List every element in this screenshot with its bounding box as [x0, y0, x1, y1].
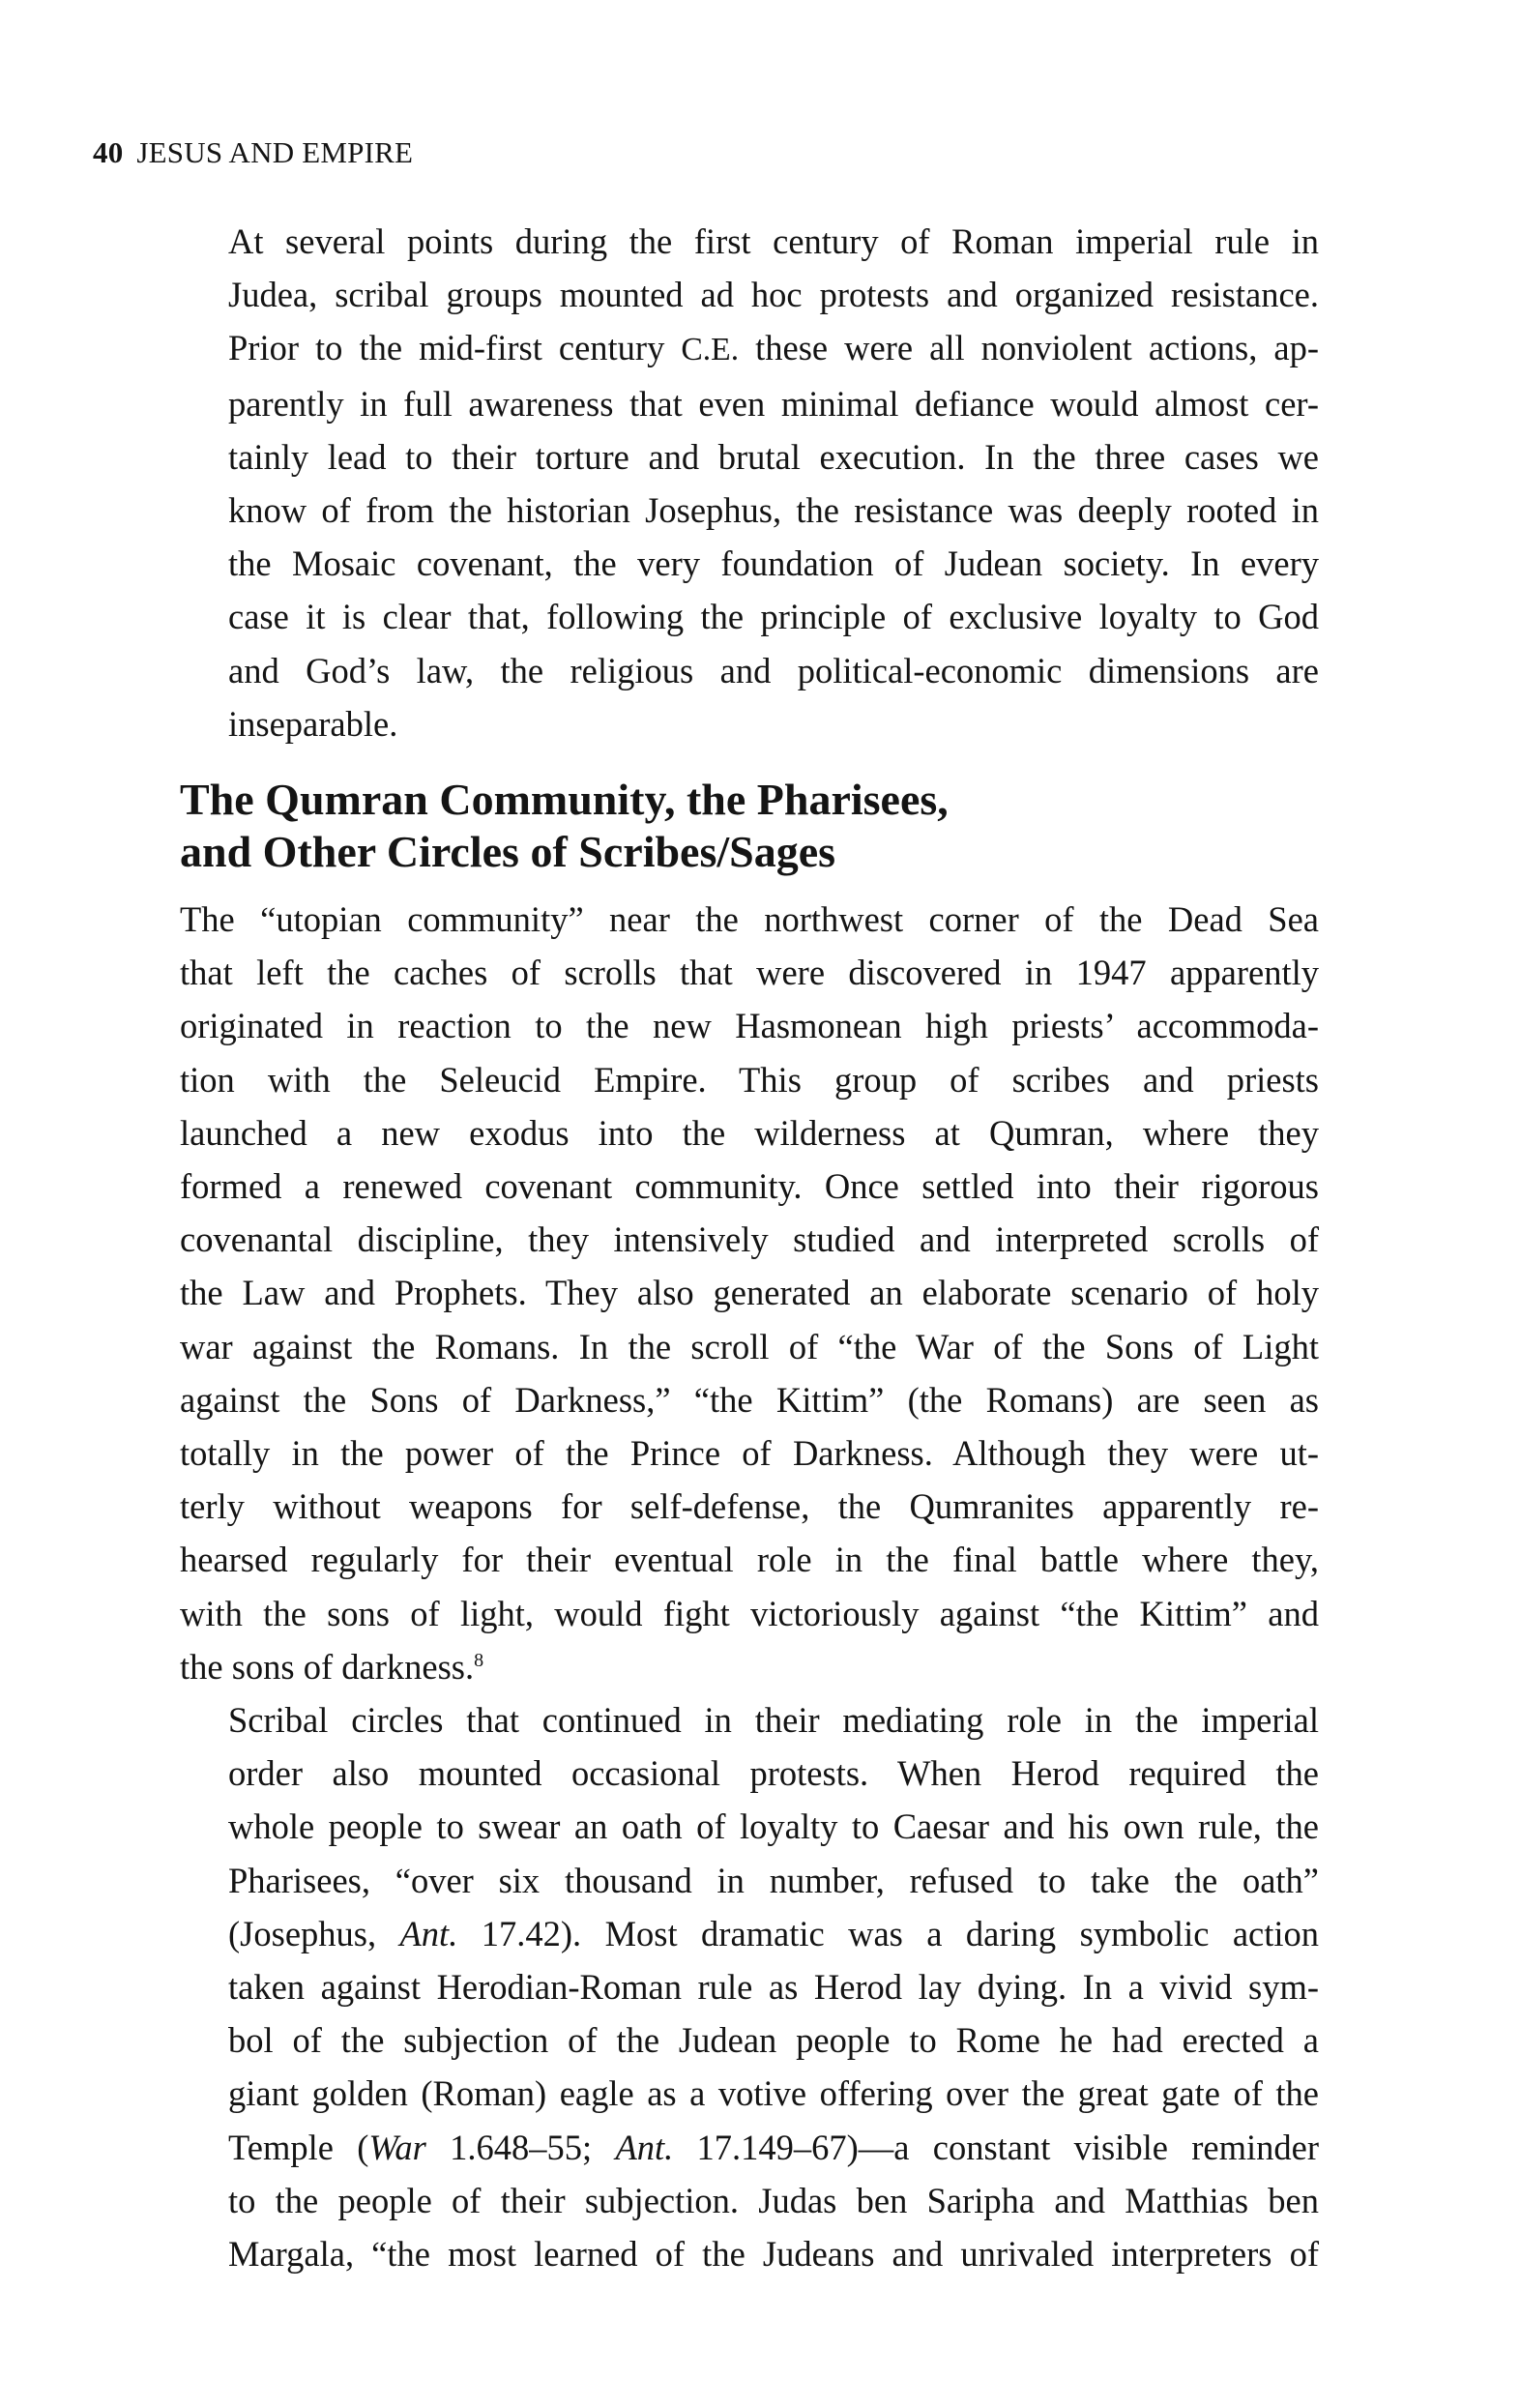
paragraph-3 — [180, 1693, 1319, 2280]
text-line: against the Sons of Darkness,” “the Kittim” (the Romans) are seen as — [180, 1379, 1319, 1420]
running-head — [93, 133, 413, 172]
text-line: covenantal discipline, they intensively studied and interpreted scrolls of — [180, 1219, 1319, 1260]
citation-title: War — [368, 2127, 426, 2167]
text-line: Scribal circles that continued in their mediating role in the imperial — [228, 1700, 1319, 1740]
text-line: order also mounted occasional protests. When Herod required the — [228, 1753, 1319, 1794]
text-line: case it is clear that, following the principle of exclusive loyalty to God — [228, 597, 1319, 637]
text-line: inseparable. — [228, 703, 398, 744]
text-line: The “utopian community” near the northwest corner of the Dead Sea — [180, 899, 1319, 939]
text-line: the Law and Prophets. They also generated an elaborate scenario of holy — [180, 1273, 1319, 1313]
text-line: to the people of their subjection. Judas ben Saripha and Matthias ben — [228, 2180, 1319, 2220]
section-heading-line: and Other Circles of Scribes/Sages — [180, 827, 836, 876]
citation-title: Ant. — [399, 1913, 458, 1953]
text-line: formed a renewed covenant community. Once settled into their rigorous — [180, 1166, 1319, 1207]
text-line: Prior to the mid-first century C.E. these were all nonviolent actions, ap- — [228, 328, 1319, 368]
text-line: Pharisees, “over six thousand in number, refused to take the oath” — [228, 1860, 1319, 1900]
running-head-title: JESUS AND EMPIRE — [136, 135, 414, 169]
text-line: launched a new exodus into the wilderness at Qumran, where they — [180, 1112, 1319, 1153]
text-line: know of from the historian Josephus, the resistance was deeply rooted in — [228, 490, 1319, 531]
paragraph-2 — [180, 893, 1319, 1693]
text-line: At several points during the first century of Roman imperial rule in — [228, 221, 1319, 261]
text-line: Judea, scribal groups mounted ad hoc protests and organized resistance. — [228, 275, 1319, 315]
paragraph-1 — [180, 215, 1319, 750]
citation-title: Ant. — [615, 2127, 674, 2167]
text-line: Temple (War 1.648–55; Ant. 17.149–67)—a constant visible reminder — [228, 2127, 1319, 2167]
text-line: parently in full awareness that even minimal defiance would almost cer- — [228, 383, 1319, 424]
text-line: hearsed regularly for their eventual role in the final battle where they, — [180, 1540, 1319, 1580]
text-line: tion with the Seleucid Empire. This group of scribes and priests — [180, 1059, 1319, 1100]
text-line: terly without weapons for self-defense, the Qumranites apparently re- — [180, 1486, 1319, 1527]
text-line: that left the caches of scrolls that were discovered in 1947 apparently — [180, 953, 1319, 993]
text-line: giant golden (Roman) eagle as a votive offering over the great gate of the — [228, 2073, 1319, 2114]
text-line: the Mosaic covenant, the very foundation of Judean society. In every — [228, 543, 1319, 584]
text-line: (Josephus, Ant. 17.42). Most dramatic was a daring symbolic action — [228, 1913, 1320, 1953]
text-line: the sons of darkness.$^8$ — [180, 1646, 484, 1687]
text-line: with the sons of light, would fight victoriously against “the Kittim” and — [180, 1593, 1319, 1633]
text-line: totally in the power of the Prince of Darkness. Although they were ut- — [180, 1433, 1319, 1474]
text-line: tainly lead to their torture and brutal execution. In the three cases we — [228, 436, 1319, 477]
footnote-marker: 8 — [474, 1649, 484, 1671]
text-line: Margala, “the most learned of the Judeans and unrivaled interpreters of — [228, 2234, 1319, 2275]
text-line: taken against Herodian-Roman rule as Herod lay dying. In a vivid sym- — [228, 1967, 1319, 2008]
text-line: bol of the subjection of the Judean people to Rome he had erected a — [228, 2020, 1319, 2061]
page-number: 40 — [93, 135, 124, 169]
section-heading-line: The Qumran Community, the Pharisees, — [180, 775, 949, 824]
text-line: whole people to swear an oath of loyalty to Caesar and his own rule, the — [228, 1806, 1319, 1847]
era-abbreviation: C.E. — [681, 332, 740, 368]
text-line: war against the Romans. In the scroll of “the War of the Sons of Light — [180, 1326, 1319, 1366]
text-line: originated in reaction to the new Hasmonean high priests’ accommoda- — [180, 1006, 1319, 1046]
text-line: and God’s law, the religious and political-economic dimensions are — [228, 650, 1319, 690]
section-heading — [180, 774, 1319, 878]
